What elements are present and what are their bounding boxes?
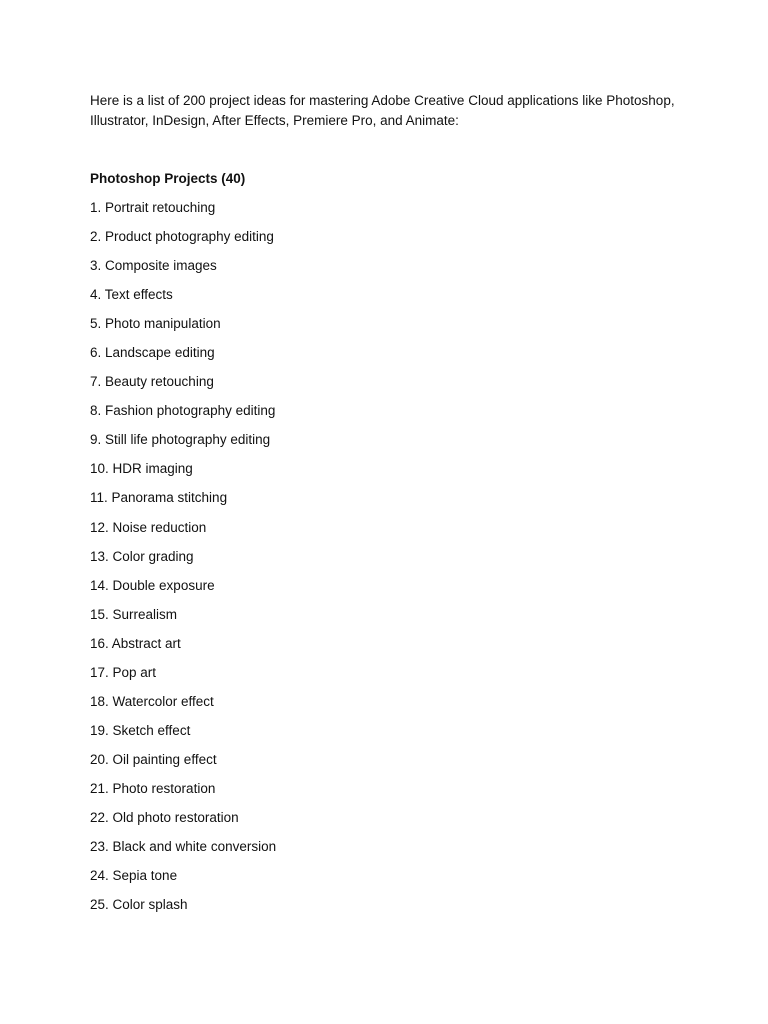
list-item: 21. Photo restoration [90, 780, 216, 796]
list-item: 5. Photo manipulation [90, 316, 221, 332]
list-item: 2. Product photography editing [90, 229, 274, 245]
list-item: 7. Beauty retouching [90, 374, 214, 390]
intro-paragraph: Here is a list of 200 project ideas for mastering Adobe Creative Cloud applications like Photoshop, Illustrator, InDesign, After Effects, Premiere Pro, and Animate: [90, 93, 675, 128]
list-item: 19. Sketch effect [90, 722, 191, 738]
list-item: 6. Landscape editing [90, 345, 215, 361]
list-item: 20. Oil painting effect [90, 751, 217, 767]
list-item: 18. Watercolor effect [90, 693, 214, 709]
list-item: 15. Surrealism [90, 606, 178, 622]
list-item: 11. Panorama stitching [90, 490, 228, 506]
list-item: 23. Black and white conversion [90, 839, 277, 855]
list-item: 17. Pop art [90, 664, 157, 680]
list-item: 3. Composite images [90, 258, 217, 274]
list-item: 25. Color splash [90, 897, 188, 913]
list-item: 22. Old photo restoration [90, 809, 239, 825]
list-item: 4. Text effects [90, 287, 173, 303]
list-item: 24. Sepia tone [90, 868, 178, 884]
list-item: 13. Color grading [90, 548, 194, 564]
project-list-photoshop [90, 198, 690, 915]
list-item: 8. Fashion photography editing [90, 403, 276, 419]
list-item: 16. Abstract art [90, 635, 181, 651]
list-item: 10. HDR imaging [90, 461, 193, 477]
list-item: 1. Portrait retouching [90, 200, 216, 215]
document-body [90, 91, 690, 924]
section-heading-photoshop: Photoshop Projects (40) [90, 171, 246, 186]
list-item: 12. Noise reduction [90, 519, 207, 535]
list-item: 9. Still life photography editing [90, 432, 271, 448]
list-item: 14. Double exposure [90, 577, 215, 593]
